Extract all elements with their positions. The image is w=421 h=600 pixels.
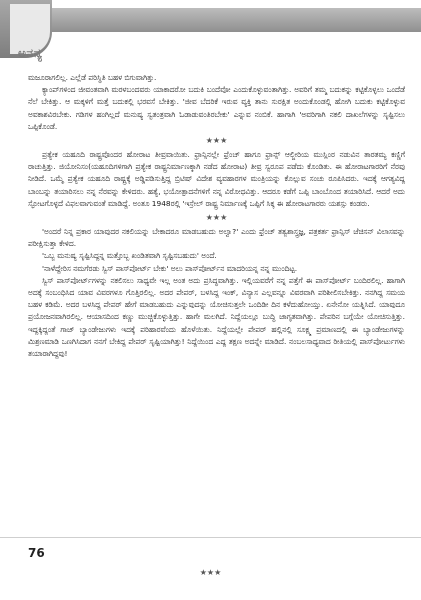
page-header-decoration bbox=[0, 0, 421, 40]
paragraph: ಸ್ವಿಸ್ ಪಾಸ್‌ಪೋರ್ಟ್‌ಗಳನ್ನು ನಕಲಿಸಲು ಸಾಧ್ಯವೇ ಇಲ್ಲ ಅಂತ ಅದು ಪ್ರಸಿದ್ಧವಾಗಿತ್ತು. ಇಲ್ಲಿಯವರೆಗೆ ನನ್ನ ಪತ್ತೆಗೆ ಈ ಪಾಸ್‌ಪೋರ್ಟ್ ಬಂದಿರಲಿಲ್ಲ. ಹಾಗಾಗಿ ಅದಕ್ಕೆ ಸಂಬಂಧಿಸಿದ ಯಾವ ವಿವರಗಳೂ ಗೊತ್ತಿರಲಿಲ್ಲ. ಅದರ ಪೇಪರ್, ಬಳಸಿದ್ದ ಇಂಕ್, ವಿನ್ಯಾಸ ಎಲ್ಲವನ್ನೂ ವಿವರವಾಗಿ ಪರಿಶೀಲಿಸಬೇಕಿತ್ತು. ನನಗಿದ್ದ ಸಮಯ ಬಹಳ ಕಡಿಮೆ. ಅದರ ಬಳಸಿದ್ದ ಪೇಪರ್ ಹೇಗೆ ಮಾಡಬಹುದು ಎನ್ನುವುದನ್ನು ಯೋಚಿಸುತ್ತಲೇ ಒಂದಿಡೀ ದಿನ ಕಳೆದುಹೋಯ್ತು. ಏನೇನೋ ಯತ್ನಿಸಿದೆ. ಯಾವುದೂ ಪ್ರಯೋಜನವಾಗಿರಲಿಲ್ಲ. ಆಯಾಸದಿಂದ ಕಣ್ಣು ಮುಚ್ಚಿಕೊಳ್ಳುತ್ತಿತ್ತು. ಹಾಗೇ ಮಲಗಿದೆ. ನಿದ್ದೆಯಲ್ಲೂ ಬುದ್ಧಿ ಜಾಗೃತವಾಗಿತ್ತು. ಪೇಪರಿನ ಬಗ್ಗೆಯೇ ಯೋಚಿಸುತ್ತಿತ್ತು. ಇದ್ದಕ್ಕಿದ್ದಂತೆ ಗಾಜ್ ಬ್ಯಾಂಡೇಜುಗಳು ಇದಕ್ಕೆ ಪರಿಹಾರವೆಂದು ಹೊಳೆಯಿತು. ನಿದ್ದೆಯಲ್ಲೇ ಪೇಪರ್ ಹಲ್ಲಿನಲ್ಲಿ ಸೂಕ್ಷ್ಮ ಪ್ರಮಾಣದಲ್ಲಿ ಈ ಬ್ಯಾಂಡೇಜುಗಳನ್ನು ಮಿಶ್ರಣಮಾಡಿ ಒಣಗಿಸಿದಾಗ ನನಗೆ ಬೇಕಿದ್ದ ಪೇಪರ್ ಸೃಷ್ಟಿಯಾಗಿತ್ತು! ನಿದ್ದೆಯಿಂದ ಎದ್ದ ತಕ್ಷಣ ಅದನ್ನೇ ಮಾಡಿದೆ. ನಂಬಲಸಾಧ್ಯವಾದ ರೀತಿಯಲ್ಲಿ ಪಾಸ್‌ಪೋರ್ಟುಗಳು ತಯಾರಾಗಿದ್ದವು! bbox=[28, 275, 405, 359]
paragraph: 'ಒಬ್ಬ ಮನುಷ್ಯ ಸೃಷ್ಟಿಸಿದ್ದನ್ನ ಮತ್ತೊಬ್ಬ ಖಂಡಿತವಾಗಿ ಸೃಷ್ಟಿಸಬಹುದು' ಅಂದೆ. bbox=[42, 251, 217, 261]
section-separator: ★★★ bbox=[205, 213, 228, 223]
paragraph: ಮಜೂರಾಗಲಿಲ್ಲ. ಎಲ್ಲೆಡೆ ಪರಿಸ್ಥಿತಿ ಬಹಳ ಬಿಗುವಾಗಿತ್ತು. bbox=[28, 73, 157, 82]
header-bar bbox=[0, 8, 421, 32]
section-separator: ★★★ bbox=[205, 136, 228, 146]
paragraph: 'ಅಂದರೆ ನಿನ್ನ ಪ್ರಕಾರ ಯಾವುದರ ನಕಲಿಯನ್ನು ಬೇಕಾದರೂ ಮಾಡಬಹುದು ಅಲ್ವಾ?' ಎಂದು ಫ್ರೆಂಚ್ ತತ್ವಶಾಸ್ತ್ರಜ್ಞ, ಪತ್ರಕರ್ತ ಫ್ರಾನ್ಸಿಸ್ ಜೆಚಿಸನ್ ವಿಲಾಸವನ್ನು ಪರೀಕ್ಷಿಸುತ್ತಾ ಕೇಳಿದ. bbox=[28, 227, 405, 249]
header-divider bbox=[52, 32, 421, 40]
body-text bbox=[28, 72, 405, 360]
paragraph: ಪ್ರತ್ಯೇಕ ಯಹೂದಿ ರಾಷ್ಟ್ರವೊಂದರ ಹೋರಾಟ ತೀವ್ರವಾಯಿತು. ಫ್ರಾನ್ಸಿನಲ್ಲೇ ಫ್ರೆಂಚ್ ಹಾಗೂ ಫ್ರಾನ್ಸ್ ಆಲ್ಜೀರಿಯ ಮುಸ್ಲಿಂರ ನಡುವಿನ ತಾರತಮ್ಯ ಕಣ್ಣಿಗೆ ರಾಚುತ್ತಿತ್ತು. ಜಿಯೋನಿಸಂ(ಯಹೂದಿಗಳಿಗಾಗಿ ಪ್ರತ್ಯೇಕ ರಾಷ್ಟ್ರನಿರ್ಮಾಣಕ್ಕಾಗಿ ನಡೆದ ಹೋರಾಟ) ತೀವ್ರ ಸ್ವರೂಪ ಪಡೆದು ಕೊಂಡಿತು. ಈ ಹೋರಾಟಗಾರರಿಗೆ ನೆರವು ನೀಡಿದೆ. ಒಮ್ಮೆ ಪ್ರತ್ಯೇಕ ಯಹೂದಿ ರಾಷ್ಟ್ರಕ್ಕೆ ಅಡ್ಡಿಪಡಿಸುತ್ತಿದ್ದ ಬ್ರಿಟಿಷ್ ವಿದೇಶ ವ್ಯವಹಾರಗಳ ಮಂತ್ರಿಯನ್ನು ಕೊಲ್ಲುವ ಸಂಚು ರೂಪಿಸಿದರು. ಇದಕ್ಕೆ ಆಗತ್ಯವಿದ್ದ ಬಾಂಬನ್ನು ತಯಾರಿಸಲು ನನ್ನ ನೆರವನ್ನು ಕೇಳಿದರು. ಹತ್ಯೆ, ಭಯೋತ್ಪಾದನೆಗಳಿಗೆ ನನ್ನ ವಿರೋಧವಿತ್ತು. ಆದರೂ ಕಡೆಗೆ ಒಪ್ಪಿ ಬಾಂಬೊಂದ ತಯಾರಿಸಿದೆ. ಆದರೆ ಅದು ಸ್ಫೋಟಗೊಳ್ಳದೆ ವಿಫಲವಾಗುವಂತೆ ಮಾಡಿದ್ದೆ. ಅಂತೂ 1948ರಲ್ಲಿ 'ಇಸ್ರೇಲ್ ರಾಷ್ಟ್ರ ನಿರ್ಮಾಣಕ್ಕೆ ಒಪ್ಪಿಗೆ ಸಿಕ್ಕ ಈ ಹೋರಾಟಗಾರರು ಯಶಸ್ಸು ಕಂಡರು. bbox=[28, 150, 405, 208]
section-separator: ★★★ bbox=[199, 568, 222, 577]
paragraph: ಕ್ಯಾಂಪ್‌ಗಳಿಂದ ಜೀವಂತವಾಗಿ ಮರಳಬಂದವರು ಯಾಕಾದರೋ ಬದುಕಿ ಬಂದೆವೋ ಎಂದುಕೊಳ್ಳುವಂತಾಗಿತ್ತು. ಅವರಿಗೆ ತಮ್ಮ ಬದುಕನ್ನು ಕಟ್ಟಿಕೊಳ್ಳಲು ಒಂದೆಡೆ ನೆಲೆ ಬೇಕಿತ್ತು. ಆ ಮಕ್ಕಳಿಗೆ ಮತ್ತೆ ಬದುಕಲ್ಲಿ ಭರವಸೆ ಬೇಕಿತ್ತು. 'ಜೀವ ಬೆದರಿಕೆ ಇರುವ ವ್ಯಕ್ತಿ ತಾನು ಸುರಕ್ಷಿತ ಅಂದುಕೊಂಡಲ್ಲಿ ಹೋಗಿ ಬದುಕು ಕಟ್ಟಿಕೊಳ್ಳುವ ಅವಕಾಶವಿರಬೇಕು. ಗಡಿಗಳ ಹಂಗಿಲ್ಲದೆ ಮನುಷ್ಯ ಸ್ವತಂತ್ರವಾಗಿ ಓಡಾಡುವಂತಿರಬೇಕು' ಎನ್ನುವ ನಂಬಿಕೆ. ಹಾಗಾಗಿ 'ಅವರಿಗಾಗಿ ನಕಲಿ ದಾಖಲೆಗಳನ್ನು ಸೃಷ್ಟಿಸಲು ಒಪ್ಪಿಕೊಂಡೆ. bbox=[28, 85, 405, 131]
page-number: 76 bbox=[28, 546, 45, 560]
paragraph: 'ನಾಳೆದ್ದೇರಿಸ ನಮಗೆರಡು ಸ್ವಿಸ್ ಪಾಸ್‌ಪೋರ್ಟ್ ಬೇಕು' ಅಲು ಪಾಸ್‌ಪೋರ್ಟ್‌ನ ಮಾದರಿಯನ್ನ ನನ್ನ ಮುಂದಿಟ್ಟ. bbox=[42, 263, 298, 273]
running-title: ಅನನ್ಯ bbox=[18, 46, 43, 60]
footer-divider bbox=[0, 537, 421, 538]
